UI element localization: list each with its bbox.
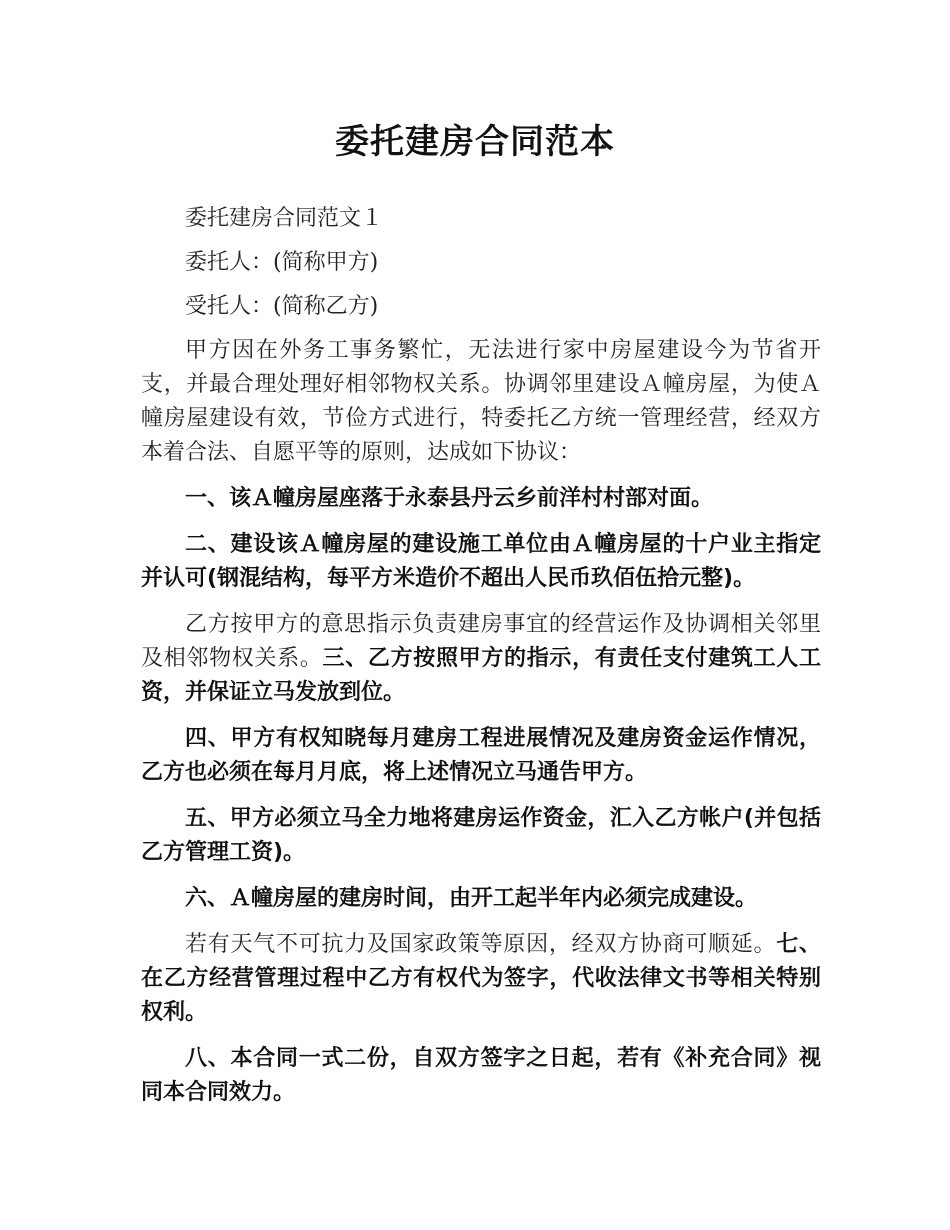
paragraph-principal: 委托人：(简称甲方): [185, 250, 379, 275]
document-title: 委托建房合同范本: [335, 122, 615, 162]
clause-5: 五、甲方必须立马全力地将建房运作资金，汇入乙方帐户(并包括乙方管理工资)。: [141, 806, 821, 865]
clause-7: 七、在乙方经营管理过程中乙方有权代为签字，代收法律文书等相关特别权利。: [141, 932, 821, 1025]
clause-4: 四、甲方有权知晓每月建房工程进展情况及建房资金运作情况，乙方也必须在每月月底，将上述情况立马通告甲方。: [141, 726, 821, 785]
clause-2: 二、建设该Ａ幢房屋的建设施工单位由Ａ幢房屋的十户业主指定并认可(钢混结构，每平方米造价不超出人民币玖佰伍拾元整)。: [141, 532, 821, 591]
clause-1: 一、该Ａ幢房屋座落于永泰县丹云乡前洋村村部对面。: [185, 486, 714, 511]
paragraph-mixed-clause-3: [141, 608, 821, 710]
paragraph-preamble: 甲方因在外务工事务繁忙，无法进行家中房屋建设今为节省开支，并最合理处理好相邻物权关系。协调邻里建设Ａ幢房屋，为使Ａ幢房屋建设有效，节俭方式进行，特委托乙方统一管理经营，经双方本着合法、自愿平等的原则，达成如下协议：: [141, 338, 821, 465]
paragraph-heading-sample: 委托建房合同范文１: [185, 206, 384, 231]
paragraph-mixed-clause-7: [141, 928, 821, 1030]
clause-2-note: 乙方按甲方的意思指示负责建房事宜的经营运作及协调相关邻里及相邻物权关系。: [141, 612, 821, 671]
clause-3: 三、乙方按照甲方的指示，有责任支付建筑工人工资，并保证立马发放到位。: [141, 646, 821, 705]
document-body: [141, 202, 821, 1122]
clause-8: 八、本合同一式二份，自双方签字之日起，若有《补充合同》视同本合同效力。: [141, 1046, 821, 1105]
paragraph-agent: 受托人：(简称乙方): [185, 294, 379, 319]
clause-6: 六、Ａ幢房屋的建房时间，由开工起半年内必须完成建设。: [185, 886, 758, 911]
clause-6-note: 若有天气不可抗力及国家政策等原因，经双方协商可顺延。: [185, 932, 777, 957]
